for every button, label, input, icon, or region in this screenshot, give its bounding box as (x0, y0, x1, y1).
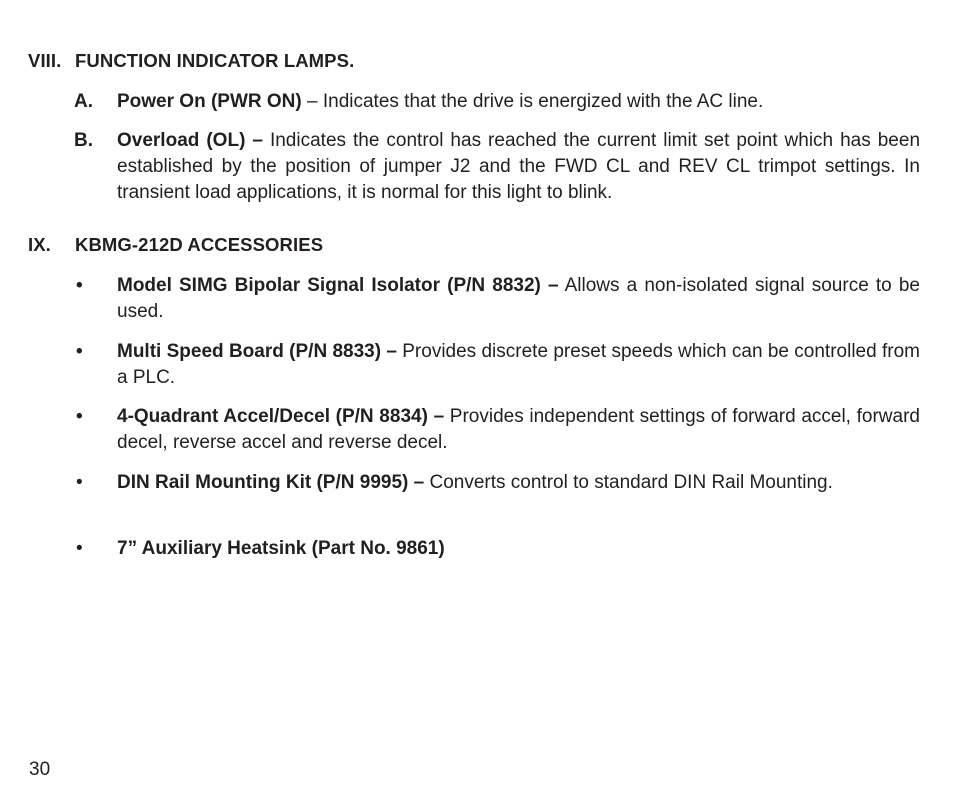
item-text: Provides independent settings of forward accel, forward decel, reverse accel and reverse decel. (117, 406, 920, 453)
section-title: KBMG-212D ACCESSORIES (75, 234, 324, 255)
item-marker: B. (74, 130, 93, 151)
item-text: Converts control to standard DIN Rail Mounting. (424, 472, 833, 493)
bullet-marker: • (76, 341, 83, 362)
item-text: Allows a non-isolated signal source to be used. (117, 275, 920, 322)
item-body (117, 89, 920, 115)
item-lead: DIN Rail Mounting Kit (P/N 9995) – (117, 472, 425, 493)
list-item-overload (74, 128, 920, 206)
item-body (117, 536, 920, 562)
item-text: Provides discrete preset speeds which can be controlled from a PLC. (117, 341, 920, 388)
section-heading-accessories (28, 232, 323, 258)
item-lead: Model SIMG Bipolar Signal Isolator (P/N 8832) – (117, 275, 559, 296)
item-body (117, 404, 920, 456)
section-number: VIII. (28, 50, 62, 71)
list-item-auxiliary-heatsink (74, 536, 920, 562)
item-body (117, 273, 920, 325)
item-lead: Overload (OL) – (117, 130, 263, 151)
item-lead: 7” Auxiliary Heatsink (Part No. 9861) (117, 538, 445, 559)
item-lead: 4-Quadrant Accel/Decel (P/N 8834) – (117, 406, 445, 427)
item-body (117, 470, 920, 496)
bullet-marker: • (76, 538, 83, 559)
section-title: FUNCTION INDICATOR LAMPS. (75, 50, 355, 71)
list-item-din-rail-kit (74, 470, 920, 496)
list-item-power-on (74, 89, 920, 115)
section-heading-function-indicator-lamps (28, 48, 354, 74)
page-number: 30 (29, 759, 51, 780)
bullet-marker: • (76, 275, 83, 296)
item-marker: A. (74, 91, 93, 112)
list-item-accel-decel (74, 404, 920, 456)
item-text: – Indicates that the drive is energized with the AC line. (301, 91, 764, 112)
item-lead: Multi Speed Board (P/N 8833) – (117, 341, 397, 362)
list-item-multi-speed-board (74, 339, 920, 391)
list-item-simg-isolator (74, 273, 920, 325)
section-number: IX. (28, 234, 51, 255)
item-body (117, 128, 920, 206)
bullet-marker: • (76, 472, 83, 493)
item-text: Indicates the control has reached the current limit set point which has been established by the position of jumper J2 and the FWD CL and REV CL trimpot settings. In transient load applications, it is normal for this light to blink. (117, 130, 921, 203)
item-lead: Power On (PWR ON) (117, 91, 302, 112)
bullet-marker: • (76, 406, 83, 427)
item-body (117, 339, 920, 391)
